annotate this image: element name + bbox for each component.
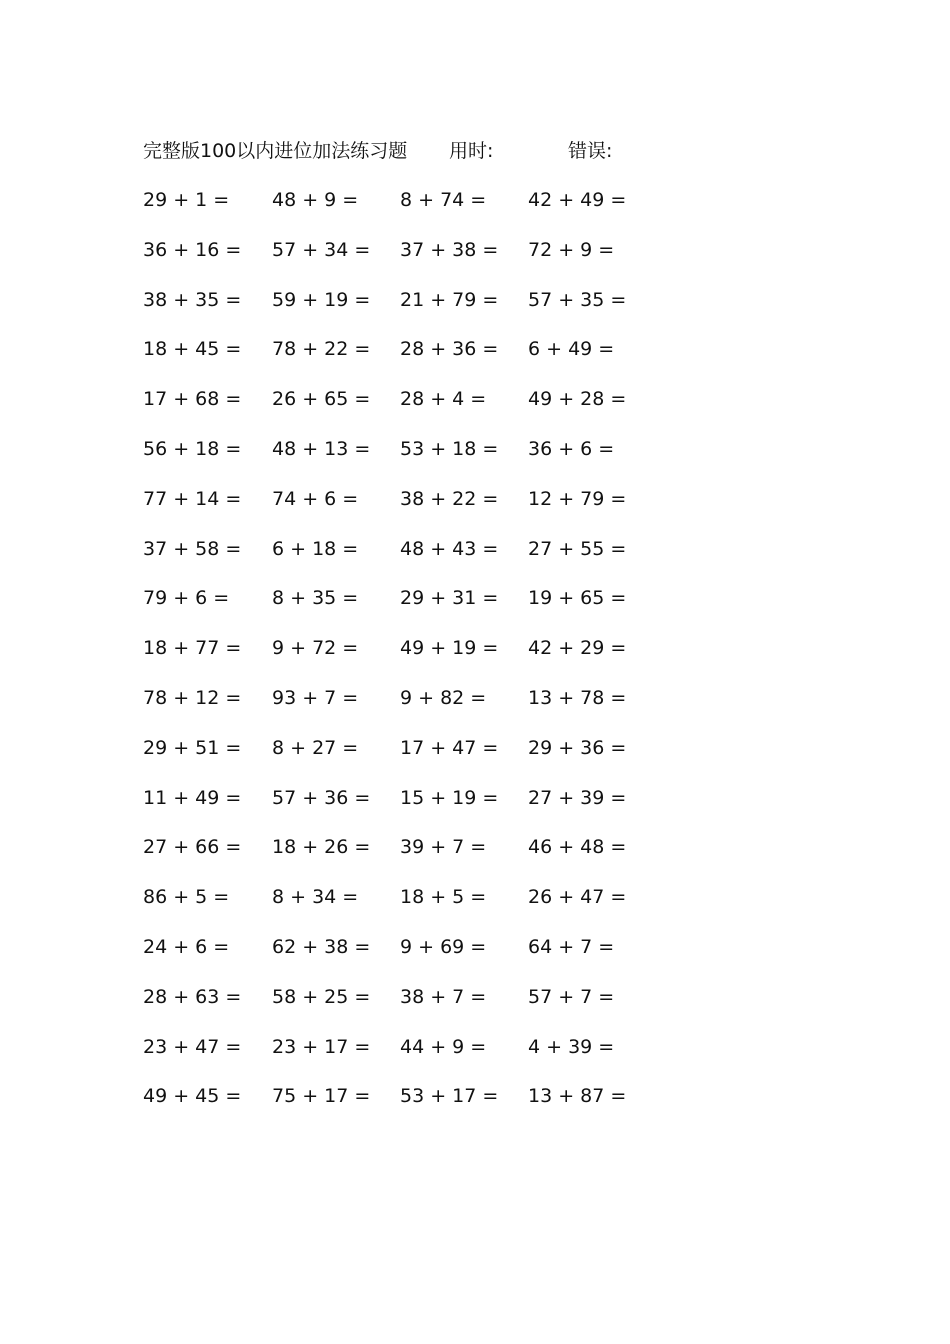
- problem-item: 29 + 1 =: [143, 189, 230, 211]
- problem-item: 28 + 4 =: [400, 388, 487, 411]
- problem-row: [0, 684, 950, 734]
- problem-row: [0, 734, 950, 784]
- problem-item: 57 + 34 =: [272, 238, 371, 261]
- problem-item: 19 + 65 =: [528, 587, 627, 610]
- problem-item: 11 + 49 =: [143, 786, 242, 809]
- problem-item: 17 + 47 =: [400, 736, 499, 759]
- problem-row: [0, 236, 950, 286]
- problem-item: 29 + 51 =: [143, 736, 242, 759]
- problem-item: 38 + 22 =: [400, 487, 499, 510]
- problem-item: 57 + 36 =: [272, 786, 371, 809]
- problem-item: 49 + 19 =: [400, 637, 499, 660]
- problem-item: 75 + 17 =: [272, 1085, 371, 1108]
- problem-item: 42 + 49 =: [528, 189, 627, 211]
- problem-item: 37 + 58 =: [143, 537, 242, 560]
- problem-row: [0, 584, 950, 634]
- problem-item: 23 + 17 =: [272, 1035, 371, 1058]
- problem-item: 29 + 31 =: [400, 587, 499, 610]
- problem-item: 42 + 29 =: [528, 637, 627, 660]
- problem-item: 6 + 49 =: [528, 338, 615, 361]
- problem-item: 57 + 7 =: [528, 985, 615, 1008]
- problem-item: 6 + 18 =: [272, 537, 359, 560]
- problem-item: 62 + 38 =: [272, 935, 371, 958]
- problem-item: 8 + 74 =: [400, 189, 487, 211]
- problem-row: [0, 883, 950, 933]
- problem-item: 48 + 9 =: [272, 189, 359, 211]
- problem-item: 78 + 22 =: [272, 338, 371, 361]
- problem-item: 13 + 78 =: [528, 686, 627, 709]
- problem-item: 12 + 79 =: [528, 487, 627, 510]
- problem-row: [0, 435, 950, 485]
- problem-item: 48 + 43 =: [400, 537, 499, 560]
- problem-item: 26 + 47 =: [528, 886, 627, 909]
- problem-item: 18 + 77 =: [143, 637, 242, 660]
- problem-item: 74 + 6 =: [272, 487, 359, 510]
- problem-row: [0, 186, 950, 236]
- problem-item: 27 + 55 =: [528, 537, 627, 560]
- problem-item: 49 + 28 =: [528, 388, 627, 411]
- problem-item: 9 + 82 =: [400, 686, 487, 709]
- problem-row: [0, 385, 950, 435]
- problem-item: 21 + 79 =: [400, 288, 499, 311]
- problem-item: 28 + 36 =: [400, 338, 499, 361]
- problem-item: 86 + 5 =: [143, 886, 230, 909]
- problem-item: 57 + 35 =: [528, 288, 627, 311]
- problem-item: 37 + 38 =: [400, 238, 499, 261]
- problem-row: [0, 634, 950, 684]
- problem-row: [0, 485, 950, 535]
- problem-item: 29 + 36 =: [528, 736, 627, 759]
- problem-row: [0, 335, 950, 385]
- problem-grid: [0, 186, 950, 1132]
- problem-item: 18 + 5 =: [400, 886, 487, 909]
- problem-item: 77 + 14 =: [143, 487, 242, 510]
- problem-item: 46 + 48 =: [528, 836, 627, 859]
- problem-item: 93 + 7 =: [272, 686, 359, 709]
- worksheet-title: 完整版100以内进位加法练习题: [143, 140, 408, 162]
- problem-item: 26 + 65 =: [272, 388, 371, 411]
- time-label: 用时:: [449, 140, 494, 162]
- problem-item: 9 + 69 =: [400, 935, 487, 958]
- problem-item: 36 + 6 =: [528, 437, 615, 460]
- problem-item: 8 + 34 =: [272, 886, 359, 909]
- error-label: 错误:: [568, 140, 613, 162]
- problem-row: [0, 1082, 950, 1132]
- problem-item: 4 + 39 =: [528, 1035, 615, 1058]
- problem-item: 23 + 47 =: [143, 1035, 242, 1058]
- problem-item: 64 + 7 =: [528, 935, 615, 958]
- problem-item: 59 + 19 =: [272, 288, 371, 311]
- problem-item: 36 + 16 =: [143, 238, 242, 261]
- problem-item: 53 + 18 =: [400, 437, 499, 460]
- problem-item: 18 + 45 =: [143, 338, 242, 361]
- problem-item: 27 + 66 =: [143, 836, 242, 859]
- problem-item: 8 + 27 =: [272, 736, 359, 759]
- problem-item: 17 + 68 =: [143, 388, 242, 411]
- problem-item: 13 + 87 =: [528, 1085, 627, 1108]
- problem-item: 9 + 72 =: [272, 637, 359, 660]
- problem-item: 58 + 25 =: [272, 985, 371, 1008]
- problem-item: 53 + 17 =: [400, 1085, 499, 1108]
- problem-item: 39 + 7 =: [400, 836, 487, 859]
- problem-item: 38 + 7 =: [400, 985, 487, 1008]
- problem-item: 49 + 45 =: [143, 1085, 242, 1108]
- problem-item: 72 + 9 =: [528, 238, 615, 261]
- problem-item: 27 + 39 =: [528, 786, 627, 809]
- problem-row: [0, 286, 950, 336]
- problem-item: 44 + 9 =: [400, 1035, 487, 1058]
- problem-item: 24 + 6 =: [143, 935, 230, 958]
- problem-item: 79 + 6 =: [143, 587, 230, 610]
- problem-item: 48 + 13 =: [272, 437, 371, 460]
- problem-item: 8 + 35 =: [272, 587, 359, 610]
- problem-item: 38 + 35 =: [143, 288, 242, 311]
- problem-item: 18 + 26 =: [272, 836, 371, 859]
- problem-item: 78 + 12 =: [143, 686, 242, 709]
- problem-row: [0, 784, 950, 834]
- worksheet-header: [0, 136, 950, 166]
- problem-item: 28 + 63 =: [143, 985, 242, 1008]
- problem-item: 56 + 18 =: [143, 437, 242, 460]
- problem-row: [0, 983, 950, 1033]
- problem-row: [0, 535, 950, 585]
- problem-row: [0, 833, 950, 883]
- problem-row: [0, 1033, 950, 1083]
- problem-row: [0, 933, 950, 983]
- problem-item: 15 + 19 =: [400, 786, 499, 809]
